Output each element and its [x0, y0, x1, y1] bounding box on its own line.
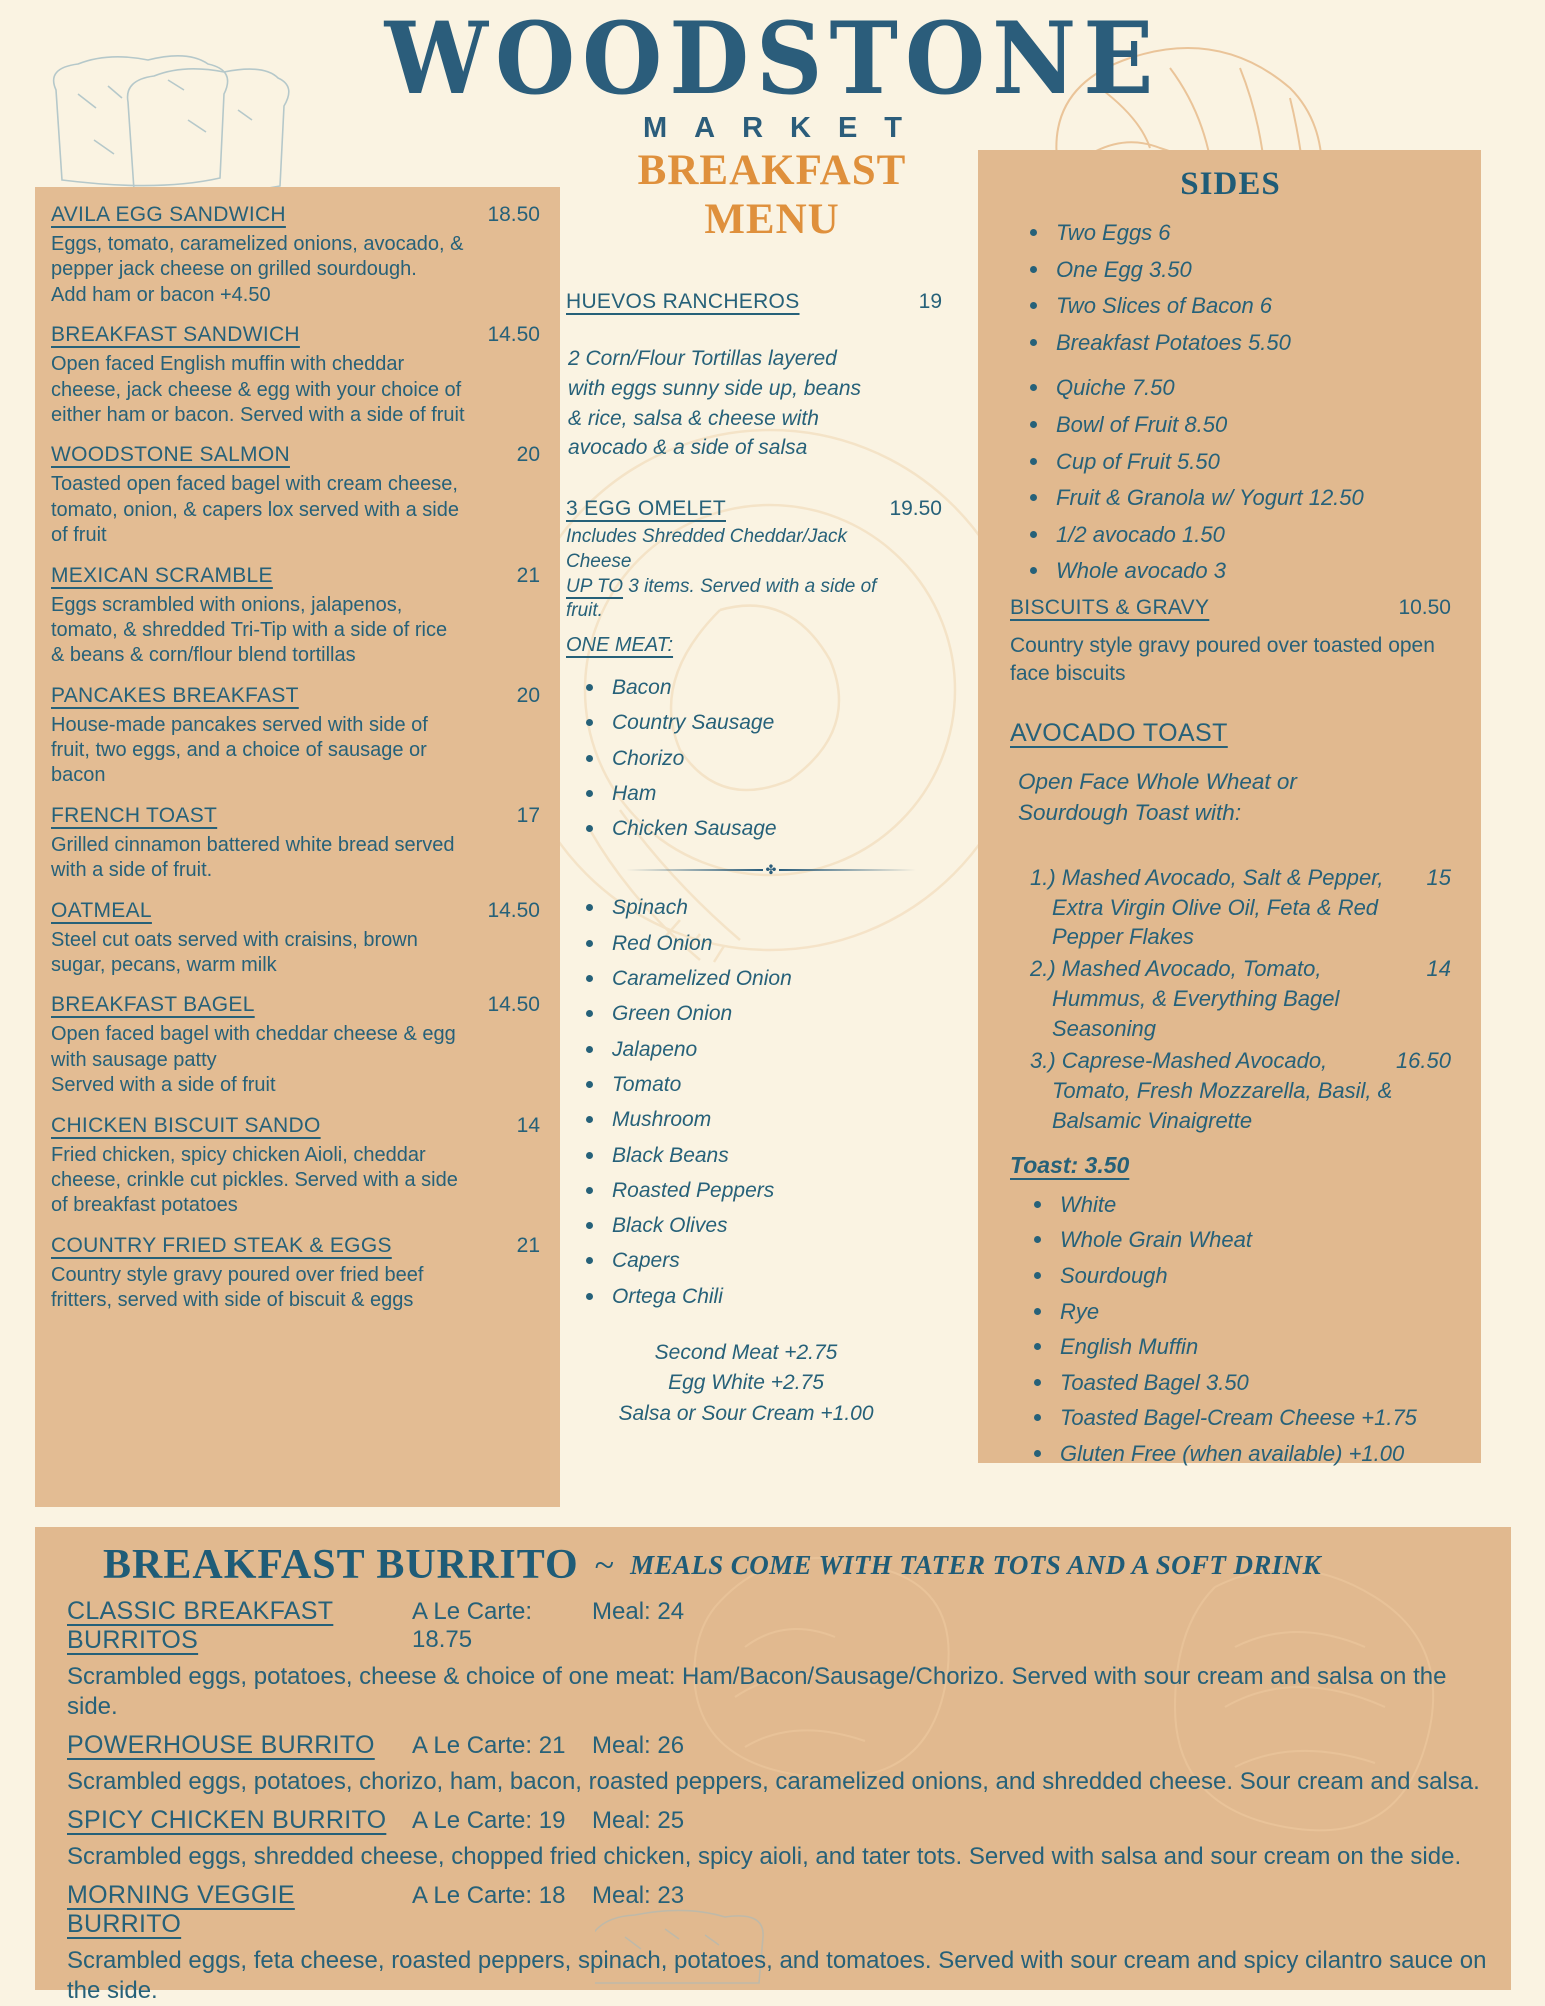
list-item: Mushroom [612, 1106, 978, 1133]
omelet-details [566, 525, 906, 658]
list-item: Breakfast Potatoes 5.50 [1056, 329, 1451, 358]
item-price: 19 [918, 290, 942, 313]
item-title-row [51, 899, 540, 923]
item-title: CLASSIC BREAKFAST BURRITOS [67, 1597, 334, 1654]
omelet-includes: Includes Shredded Cheddar/Jack Cheese [566, 526, 847, 572]
banner-subtitle: MEALS COME WITH TATER TOTS AND A SOFT DRINK [630, 1549, 1321, 1580]
list-item: Whole Grain Wheat [1060, 1226, 1451, 1255]
item-desc [51, 928, 465, 979]
burrito-title-row [67, 1731, 1487, 1760]
list-item: English Muffin [1060, 1333, 1451, 1362]
burrito-title-row [67, 1881, 1487, 1939]
desc-line: House-made pancakes served with side of fruit, two eggs, and a choice of sausage or bacon [51, 713, 428, 787]
menu-item [51, 564, 540, 669]
item-desc [51, 1263, 465, 1314]
sides-heading: SIDES [1180, 166, 1281, 202]
menu-item [51, 684, 540, 789]
burrito-item [51, 1806, 1487, 1872]
list-item: Capers [612, 1247, 978, 1274]
breakfast-burrito-banner [35, 1527, 1511, 2004]
item-desc: Scrambled eggs, potatoes, chorizo, ham, bacon, roasted peppers, caramelized onions, and shredded cheese. Sour cream and salsa. [67, 1768, 1480, 1795]
list-item: Roasted Peppers [612, 1177, 978, 1204]
desc-line: Eggs scrambled with onions, jalapenos, tomato, & shredded Tri-Tip with a side of rice & beans & corn/flour blend tortillas [51, 593, 448, 667]
item-title-row [51, 203, 540, 227]
desc-line: Steel cut oats served with craisins, brown sugar, pecans, warm milk [51, 928, 418, 977]
a-la-carte-price: A Le Carte: 19 [412, 1807, 566, 1834]
item-desc: Scrambled eggs, shredded cheese, chopped fried chicken, spicy aioli, and tater tots. Served with salsa and sour cream on the side. [67, 1843, 1462, 1870]
meal-price: Meal: 23 [592, 1882, 685, 1909]
item-price: 21 [516, 1233, 540, 1257]
list-item: Chicken Sausage [612, 815, 978, 842]
option-text: 1.) Mashed Avocado, Salt & Pepper, Extra Virgin Olive Oil, Feta & Red Pepper Flakes [1030, 864, 1384, 950]
list-item: Quiche 7.50 [1056, 374, 1451, 403]
list-item: Toasted Bagel 3.50 [1060, 1369, 1451, 1398]
banner-tilde: ~ [594, 1545, 615, 1585]
item-price: 14.50 [487, 323, 540, 347]
item-title: OATMEAL [51, 898, 152, 922]
list-item: Cup of Fruit 5.50 [1056, 448, 1451, 477]
item-title: FRENCH TOAST [51, 803, 218, 827]
omelet-extras [566, 1338, 926, 1429]
one-meat-label: ONE MEAT: [566, 634, 674, 656]
item-title: 3 EGG OMELET [566, 497, 726, 521]
meat-options-list [566, 674, 978, 842]
item-title-row [51, 993, 540, 1017]
meal-price: Meal: 24 [592, 1598, 685, 1625]
option-text: 3.) Caprese-Mashed Avocado, Tomato, Fresh Mozzarella, Basil, & Balsamic Vinaigrette [1030, 1048, 1393, 1133]
item-title: BISCUITS & GRAVY [1010, 595, 1210, 619]
item-price: 17 [516, 803, 540, 827]
burrito-title-row [67, 1806, 1487, 1835]
menu-item [51, 993, 540, 1098]
desc-line: Open faced English muffin with cheddar cheese, jack cheese & egg with your choice of either ham or bacon. Served with a side of fruit [51, 353, 465, 426]
item-title: BREAKFAST BAGEL [51, 993, 255, 1017]
desc-line: Grilled cinnamon battered white bread served with a side of fruit. [51, 833, 455, 882]
menu-item [51, 323, 540, 428]
avocado-toast-intro: Open Face Whole Wheat or Sourdough Toast with: [1018, 768, 1297, 826]
menu-item [51, 443, 540, 548]
toast-heading: Toast: 3.50 [1010, 1151, 1130, 1178]
desc-line: Toasted open faced bagel with cream cheese, tomato, onion, & capers lox served with a side of fruit [51, 473, 459, 547]
item-title: MEXICAN SCRAMBLE [51, 563, 273, 587]
desc-line: Add ham or bacon +4.50 [51, 283, 271, 306]
avocado-option [1010, 954, 1451, 1044]
item-price: 14 [516, 1113, 540, 1137]
item-title: MORNING VEGGIE BURRITO [67, 1881, 295, 1938]
biscuits-gravy-row [1010, 596, 1451, 620]
item-desc [51, 352, 465, 428]
huevos-rancheros-row [566, 290, 978, 314]
list-item: 1/2 avocado 1.50 [1056, 521, 1451, 550]
item-title: POWERHOUSE BURRITO [67, 1731, 375, 1759]
list-item: Sourdough [1060, 1262, 1451, 1291]
item-price: 14.50 [487, 898, 540, 922]
banner-header [103, 1541, 1487, 1589]
upto-rest: 3 items. Served with a side of fruit. [566, 575, 877, 622]
a-la-carte-price: A Le Carte: 18.75 [412, 1598, 533, 1653]
list-item: Ham [612, 780, 978, 807]
logo-title: WOODSTONE [384, 0, 1161, 117]
menu-item [51, 1234, 540, 1314]
meal-price: Meal: 25 [592, 1807, 685, 1834]
item-desc: 2 Corn/Flour Tortillas layered with eggs sunny side up, beans & rice, salsa & cheese with avocado & a side of salsa [568, 347, 862, 460]
item-desc [51, 232, 465, 308]
list-item: Jalapeno [612, 1036, 978, 1063]
list-item: Whole avocado 3 [1056, 557, 1451, 586]
list-item: Caramelized Onion [612, 965, 978, 992]
list-item: Tomato [612, 1071, 978, 1098]
item-title: SPICY CHICKEN BURRITO [67, 1806, 387, 1834]
list-item: Black Beans [612, 1142, 978, 1169]
menu-item [51, 1114, 540, 1219]
desc-line: Fried chicken, spicy chicken Aioli, cheddar cheese, crinkle cut pickles. Served with a side of breakfast potatoes [51, 1143, 458, 1217]
item-price: 20 [516, 683, 540, 707]
item-title-row [51, 684, 540, 708]
list-item: Fruit & Granola w/ Yogurt 12.50 [1056, 484, 1451, 513]
menu-item [51, 899, 540, 979]
item-price: 20 [516, 443, 540, 467]
list-item: Rye [1060, 1298, 1451, 1327]
item-desc [51, 593, 465, 669]
upto-label: UP TO [566, 575, 624, 597]
item-title-row [51, 1114, 540, 1138]
list-item: Ortega Chili [612, 1283, 978, 1310]
sides-list [1010, 219, 1451, 586]
list-item: Bowl of Fruit 8.50 [1056, 411, 1451, 440]
item-desc [51, 1143, 465, 1219]
item-price: 16.50 [1395, 1048, 1451, 1074]
list-item: Chorizo [612, 745, 978, 772]
list-item: Black Olives [612, 1212, 978, 1239]
option-text: 2.) Mashed Avocado, Tomato, Hummus, & Everything Bagel Seasoning [1030, 956, 1340, 1042]
burrito-title-row [67, 1597, 1487, 1655]
list-item: Two Eggs 6 [1056, 219, 1451, 248]
item-desc: Scrambled eggs, potatoes, cheese & choice of one meat: Ham/Bacon/Sausage/Chorizo. Served with sour cream and salsa on the side. [67, 1663, 1447, 1720]
list-item: Bacon [612, 674, 978, 701]
avocado-toast-heading: AVOCADO TOAST [1010, 718, 1228, 747]
item-title: PANCAKES BREAKFAST [51, 683, 299, 707]
list-item: Green Onion [612, 1000, 978, 1027]
extra-line: Egg White +2.75 [668, 1371, 824, 1395]
item-desc [51, 833, 465, 884]
item-title-row [51, 804, 540, 828]
avocado-option [1010, 1046, 1451, 1136]
desc-line: Open faced bagel with cheddar cheese & egg with sausage patty [51, 1023, 456, 1071]
veggie-options-list [566, 894, 978, 1310]
divider-line [779, 869, 916, 871]
item-title-row [51, 1234, 540, 1258]
list-item: Toasted Bagel-Cream Cheese +1.75 [1060, 1404, 1451, 1433]
item-desc [51, 1022, 465, 1098]
item-desc [51, 472, 465, 548]
item-price: 14 [1426, 956, 1451, 982]
extra-line: Second Meat +2.75 [654, 1341, 838, 1365]
omelet-row [566, 497, 978, 521]
item-title-row [51, 323, 540, 347]
desc-line: Eggs, tomato, caramelized onions, avocado, & pepper jack cheese on grilled sourdough. [51, 233, 464, 281]
item-price: 15 [1426, 864, 1451, 890]
item-price: 19.50 [889, 497, 942, 521]
a-la-carte-price: A Le Carte: 18 [412, 1882, 566, 1909]
section-divider [626, 862, 916, 878]
menu-item [51, 804, 540, 884]
list-item: Red Onion [612, 930, 978, 957]
item-desc: Country style gravy poured over toasted open face biscuits [1010, 633, 1435, 686]
avocado-option [1010, 863, 1451, 953]
avocado-options-list [1010, 863, 1451, 1136]
item-price: 18.50 [487, 203, 540, 226]
item-title: COUNTRY FRIED STEAK & EGGS [51, 1233, 392, 1257]
burrito-item [51, 1731, 1487, 1797]
divider-ornament-icon: ✤ [765, 862, 777, 878]
meal-price: Meal: 26 [592, 1732, 685, 1759]
burrito-item [51, 1597, 1487, 1722]
item-price: 10.50 [1398, 595, 1451, 619]
item-title: HUEVOS RANCHEROS [566, 290, 800, 313]
extra-line: Salsa or Sour Cream +1.00 [618, 1401, 874, 1425]
divider-line [626, 869, 763, 871]
list-item: White [1060, 1191, 1451, 1220]
logo-subtitle: MARKET [642, 112, 930, 144]
list-item: Spinach [612, 894, 978, 921]
left-items-list [51, 203, 540, 1314]
item-desc [51, 713, 465, 789]
left-menu-panel [35, 187, 560, 1507]
item-title-row [51, 443, 540, 467]
right-menu-panel [978, 150, 1481, 1466]
item-desc: Scrambled eggs, feta cheese, roasted peppers, spinach, potatoes, and tomatoes. Served with sour cream and spicy cilantro sauce on the side. [67, 1947, 1487, 2004]
item-price: 21 [516, 563, 540, 587]
a-la-carte-price: A Le Carte: 21 [412, 1732, 566, 1759]
toast-options-list [1010, 1191, 1451, 1469]
burrito-item [51, 1881, 1487, 2006]
item-title: WOODSTONE SALMON [51, 443, 290, 467]
item-price: 14.50 [487, 993, 540, 1017]
list-item: Two Slices of Bacon 6 [1056, 292, 1451, 321]
list-item: One Egg 3.50 [1056, 256, 1451, 285]
desc-line: Served with a side of fruit [51, 1074, 276, 1097]
breakfast-menu-heading: BREAKFAST MENU [637, 147, 907, 243]
desc-line: Country style gravy poured over fried beef fritters, served with side of biscuit & eggs [51, 1263, 424, 1312]
omelet-upto [566, 575, 906, 624]
item-title: CHICKEN BISCUIT SANDO [51, 1113, 321, 1137]
item-title-row [51, 564, 540, 588]
list-item: Country Sausage [612, 709, 978, 736]
banner-title: BREAKFAST BURRITO [103, 1542, 579, 1588]
item-title: AVILA EGG SANDWICH [51, 203, 286, 226]
center-menu-column [566, 146, 978, 1429]
item-title: BREAKFAST SANDWICH [51, 323, 300, 347]
menu-item [51, 203, 540, 308]
list-item: Gluten Free (when available) +1.00 [1060, 1440, 1451, 1469]
